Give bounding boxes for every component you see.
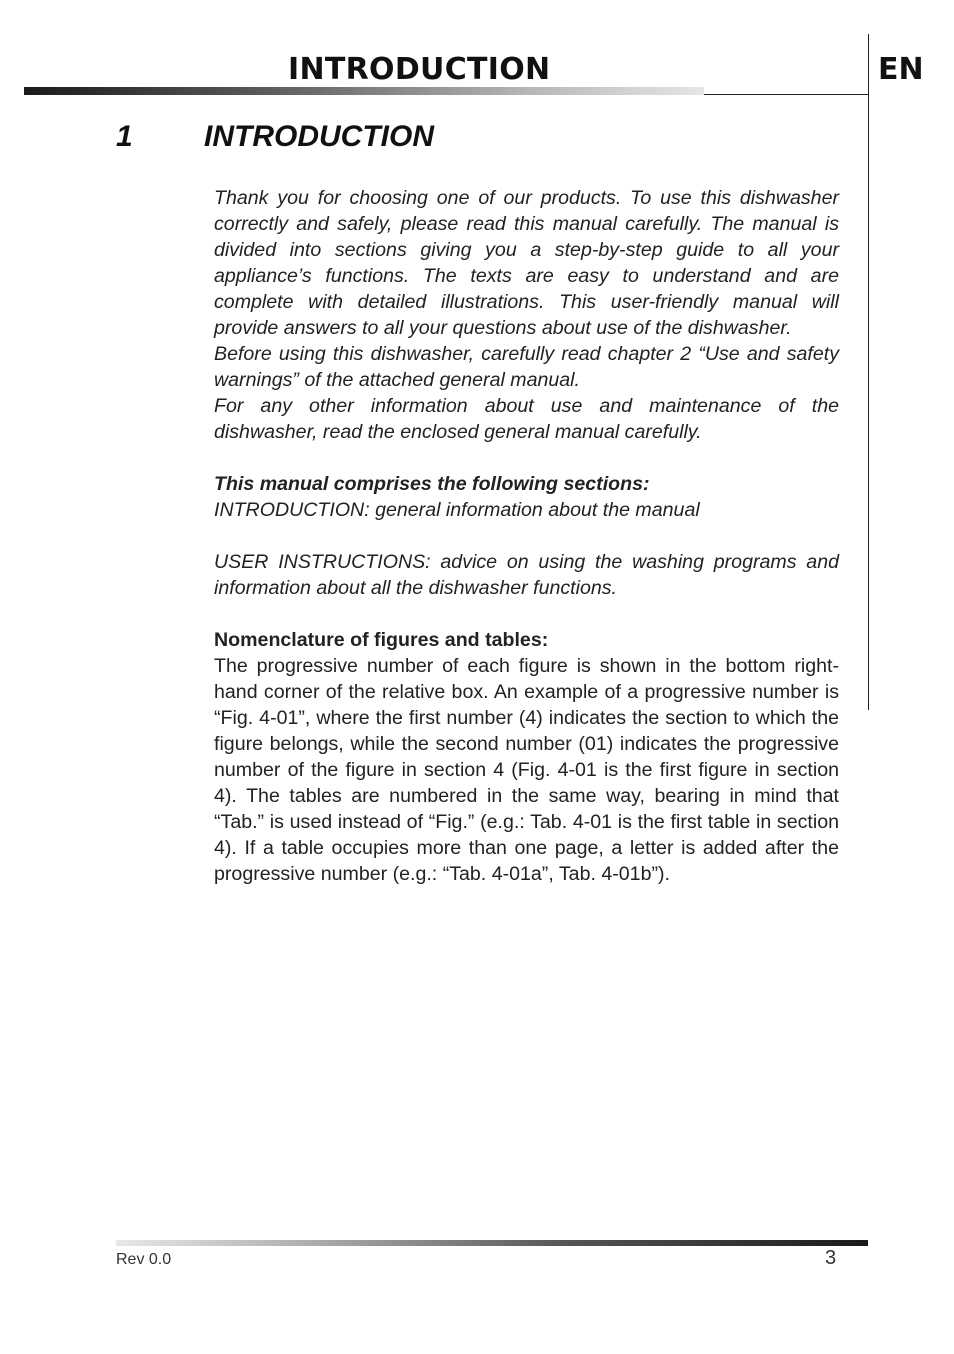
footer-gradient-bar bbox=[116, 1240, 868, 1246]
intro-paragraph: For any other information about use and maintenance of the dishwasher, read the enclosed general manual carefully. bbox=[214, 395, 839, 443]
section-title: INTRODUCTION bbox=[204, 120, 434, 153]
nomenclature-heading: Nomenclature of figures and tables: bbox=[214, 629, 549, 651]
section-number: 1 bbox=[116, 120, 133, 153]
header-gradient-bar bbox=[24, 87, 704, 95]
page-number: 3 bbox=[825, 1247, 837, 1269]
margin-vertical-rule bbox=[868, 34, 869, 710]
header-rule bbox=[704, 94, 868, 95]
intro-paragraph: Before using this dishwasher, carefully read chapter 2 “Use and safety warnings” of the attached general manual. bbox=[214, 343, 839, 391]
section-heading bbox=[116, 120, 434, 154]
nomenclature-text: The progressive number of each figure is shown in the bottom right-hand corner of the relative box. An example of a progressive number is “Fig. 4-01”, where the first number (4) indicates the section to which the figure belongs, while the second number (01) indicates the progressive number of the figure in section 4 (Fig. 4-01 is the first figure in section 4). The tables are numbered in the same way, bearing in mind that “Tab.” is used instead of “Fig.” (e.g.: Tab. 4-01 is the first table in section 4). If a table occupies more than one page, a letter is added after the progressive number (e.g.: “Tab. 4-01a”, Tab. 4-01b”). bbox=[214, 655, 839, 885]
page-header-title: INTRODUCTION bbox=[288, 52, 551, 87]
intro-paragraph: Thank you for choosing one of our products. To use this dishwasher correctly and safely, please read this manual carefully. The manual is divided into sections giving you a step-by-step guide to all your appliance’s functions. The texts are easy to understand and are complete with detailed illustrations. This user-friendly manual will provide answers to all your questions about use of the dishwasher. bbox=[214, 187, 839, 339]
revision-label: Rev 0.0 bbox=[116, 1251, 172, 1268]
language-code: EN bbox=[878, 52, 924, 87]
sections-list-heading: This manual comprises the following sections: bbox=[214, 473, 650, 495]
sections-list-item: INTRODUCTION: general information about the manual bbox=[214, 499, 700, 521]
sections-list-item: USER INSTRUCTIONS: advice on using the washing programs and information about all the dishwasher functions. bbox=[214, 551, 839, 599]
body-content bbox=[214, 185, 839, 887]
